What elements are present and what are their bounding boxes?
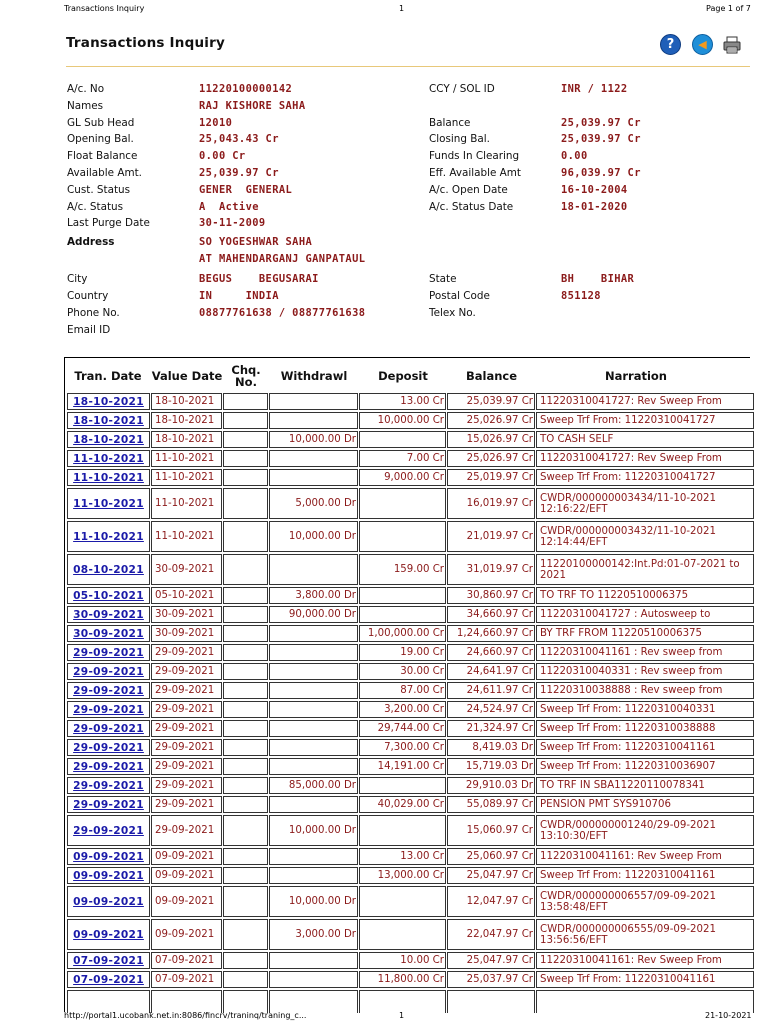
title-divider [66, 66, 750, 67]
table-cell: TO CASH SELF [536, 431, 754, 448]
table-cell [223, 521, 268, 552]
table-cell: PENSION PMT SYS910706 [536, 796, 754, 813]
table-cell: 15,026.97 Cr [447, 431, 535, 448]
email-label: Email ID [67, 324, 111, 336]
table-cell: 24,641.97 Cr [447, 663, 535, 680]
table-cell: 16,019.97 Cr [447, 488, 535, 519]
telex-label: Telex No. [429, 307, 476, 319]
table-cell [269, 796, 358, 813]
table-cell: 18-10-2021 [151, 412, 222, 429]
column-header: Chq. No. [231, 363, 261, 389]
print-footer-page: 1 [399, 1011, 405, 1020]
table-cell: CWDR/000000006557/09-09-2021 13:58:48/EFT [536, 886, 754, 917]
table-cell: 30-09-2021 [151, 554, 222, 585]
account-field-label: CCY / SOL ID [429, 83, 495, 95]
table-cell: 11-10-2021 [151, 488, 222, 519]
table-cell: 7,300.00 Cr [359, 739, 446, 756]
account-field-label: Last Purge Date [67, 217, 150, 230]
table-cell: 29-09-2021 [151, 682, 222, 699]
table-cell [269, 739, 358, 756]
table-row-empty [151, 990, 222, 1013]
table-cell: 11,800.00 Cr [359, 971, 446, 988]
table-cell: 07-09-2021 [151, 952, 222, 969]
tran-date-link[interactable]: 29-09-2021 [67, 663, 150, 680]
table-cell [269, 848, 358, 865]
table-cell [223, 469, 268, 486]
tran-date-link[interactable]: 11-10-2021 [67, 521, 150, 552]
table-cell: 10,000.00 Dr [269, 815, 358, 846]
account-field-label: A/c. Open Date [429, 183, 508, 196]
table-cell: CWDR/000000003434/11-10-2021 12:16:22/EFT [536, 488, 754, 519]
table-cell: 10,000.00 Dr [269, 521, 358, 552]
tran-date-link[interactable]: 09-09-2021 [67, 867, 150, 884]
table-cell [223, 867, 268, 884]
address-line-1: SO YOGESHWAR SAHA [199, 236, 313, 248]
table-cell: 30-09-2021 [151, 625, 222, 642]
table-cell: 24,524.97 Cr [447, 701, 535, 718]
table-cell [269, 625, 358, 642]
table-cell: 29-09-2021 [151, 796, 222, 813]
table-cell: 10,000.00 Cr [359, 412, 446, 429]
table-cell: 29-09-2021 [151, 663, 222, 680]
table-cell: 22,047.97 Cr [447, 919, 535, 950]
account-field-label: Eff. Available Amt [429, 167, 521, 179]
account-field-value: 25,039.97 Cr [561, 116, 641, 129]
table-cell: 11220310041727: Rev Sweep From [536, 393, 754, 410]
table-cell: 29-09-2021 [151, 739, 222, 756]
account-field-value: INR / 1122 [561, 83, 628, 95]
table-cell [223, 625, 268, 642]
table-cell [269, 952, 358, 969]
tran-date-link[interactable]: 29-09-2021 [67, 682, 150, 699]
print-header-page: 1 [399, 4, 405, 13]
table-cell: 09-09-2021 [151, 848, 222, 865]
table-cell: 29-09-2021 [151, 701, 222, 718]
table-cell [223, 777, 268, 794]
column-header: Tran. Date [74, 369, 142, 383]
postal-label: Postal Code [429, 290, 490, 302]
tran-date-link[interactable]: 30-09-2021 [67, 606, 150, 623]
table-row-empty [447, 990, 535, 1013]
city-label: City [67, 273, 88, 285]
table-cell [223, 952, 268, 969]
table-row-empty [359, 990, 446, 1013]
table-cell [223, 796, 268, 813]
table-cell: 29-09-2021 [151, 644, 222, 661]
table-cell: TO TRF IN SBA11220110078341 [536, 777, 754, 794]
tran-date-link[interactable]: 29-09-2021 [67, 815, 150, 846]
account-field-label: Funds In Clearing [429, 150, 520, 163]
table-cell: 3,000.00 Dr [269, 919, 358, 950]
account-field-label: Available Amt. [67, 167, 142, 179]
table-cell [223, 488, 268, 519]
table-cell: 25,047.97 Cr [447, 952, 535, 969]
table-cell: 12,047.97 Cr [447, 886, 535, 917]
table-cell: 13,000.00 Cr [359, 867, 446, 884]
tran-date-link[interactable]: 29-09-2021 [67, 720, 150, 737]
tran-date-link[interactable]: 07-09-2021 [67, 952, 150, 969]
table-cell: Sweep Trf From: 11220310041161 [536, 867, 754, 884]
state-label: State [429, 273, 457, 285]
tran-date-link[interactable]: 09-09-2021 [67, 919, 150, 950]
table-cell: Sweep Trf From: 11220310040331 [536, 701, 754, 718]
table-cell: 18-10-2021 [151, 431, 222, 448]
account-field-label: Float Balance [67, 150, 138, 163]
account-field-value: 25,039.97 Cr [561, 133, 641, 146]
table-cell: 8,419.03 Dr [447, 739, 535, 756]
country-label: Country [67, 290, 109, 302]
table-cell: 7.00 Cr [359, 450, 446, 467]
account-field-label: Names [67, 99, 104, 112]
table-cell [223, 393, 268, 410]
account-field-label: GL Sub Head [67, 116, 135, 129]
table-cell [359, 521, 446, 552]
print-header-pagecount: Page 1 of 7 [706, 4, 751, 13]
table-cell [223, 971, 268, 988]
table-cell: 11220310040331 : Rev sweep from [536, 663, 754, 680]
table-cell [269, 663, 358, 680]
table-cell: 11-10-2021 [151, 469, 222, 486]
print-icon[interactable] [722, 35, 742, 55]
table-cell: 25,039.97 Cr [447, 393, 535, 410]
tran-date-link[interactable]: 18-10-2021 [67, 393, 150, 410]
table-cell: 14,191.00 Cr [359, 758, 446, 775]
table-cell: 19.00 Cr [359, 644, 446, 661]
table-cell: 11-10-2021 [151, 450, 222, 467]
address-line-2: AT MAHENDARGANJ GANPATAUL [199, 253, 366, 265]
table-cell: Sweep Trf From: 11220310038888 [536, 720, 754, 737]
table-cell: 29-09-2021 [151, 758, 222, 775]
account-field-label: Closing Bal. [429, 133, 490, 146]
account-field-value: 18-01-2020 [561, 200, 628, 213]
back-icon[interactable]: ◀ [692, 34, 713, 55]
tran-date-link[interactable]: 29-09-2021 [67, 701, 150, 718]
tran-date-link[interactable]: 30-09-2021 [67, 625, 150, 642]
table-cell: 25,026.97 Cr [447, 450, 535, 467]
transactions-table [64, 357, 750, 1012]
table-cell: CWDR/000000006555/09-09-2021 13:56:56/EFT [536, 919, 754, 950]
table-cell [223, 758, 268, 775]
table-cell [269, 644, 358, 661]
table-cell: 10,000.00 Dr [269, 886, 358, 917]
table-cell [269, 867, 358, 884]
table-cell: 40,029.00 Cr [359, 796, 446, 813]
phone-value: 08877761638 / 08877761638 [199, 307, 366, 319]
account-field-label: A/c. Status [67, 200, 124, 213]
tran-date-link[interactable]: 29-09-2021 [67, 758, 150, 775]
table-row-empty [223, 990, 268, 1013]
table-cell: 90,000.00 Dr [269, 606, 358, 623]
table-cell: Sweep Trf From: 11220310036907 [536, 758, 754, 775]
tran-date-link[interactable]: 05-10-2021 [67, 587, 150, 604]
table-cell: CWDR/000000003432/11-10-2021 12:14:44/EFT [536, 521, 754, 552]
table-cell: 18-10-2021 [151, 393, 222, 410]
table-cell: 11220100000142:Int.Pd:01-07-2021 to 2021 [536, 554, 754, 585]
tran-date-link[interactable]: 08-10-2021 [67, 554, 150, 585]
tran-date-link[interactable]: 11-10-2021 [67, 488, 150, 519]
table-cell: 29-09-2021 [151, 720, 222, 737]
table-cell [223, 606, 268, 623]
table-cell: 30,860.97 Cr [447, 587, 535, 604]
table-cell [269, 758, 358, 775]
table-cell [269, 971, 358, 988]
table-row-empty [536, 990, 754, 1013]
table-cell: 25,047.97 Cr [447, 867, 535, 884]
table-cell: 11220310041161: Rev Sweep From [536, 848, 754, 865]
table-cell: 25,019.97 Cr [447, 469, 535, 486]
table-cell: 13.00 Cr [359, 848, 446, 865]
tran-date-link[interactable]: 09-09-2021 [67, 848, 150, 865]
column-header: Balance [465, 369, 518, 383]
account-field-value: 0.00 Cr [199, 150, 246, 163]
table-cell [223, 739, 268, 756]
table-cell [359, 587, 446, 604]
table-cell [269, 412, 358, 429]
table-cell [269, 469, 358, 486]
account-field-value: 16-10-2004 [561, 183, 628, 196]
table-cell: 29,910.03 Dr [447, 777, 535, 794]
tran-date-link[interactable]: 29-09-2021 [67, 796, 150, 813]
table-row-empty [269, 990, 358, 1013]
print-footer-date: 21-10-2021 [705, 1011, 752, 1020]
account-field-label: A/c. Status Date [429, 200, 514, 213]
table-cell [223, 815, 268, 846]
table-cell [223, 701, 268, 718]
table-cell [359, 431, 446, 448]
table-cell: 05-10-2021 [151, 587, 222, 604]
state-value: BH BIHAR [561, 273, 635, 285]
city-value: BEGUS BEGUSARAI [199, 273, 319, 285]
table-cell [223, 682, 268, 699]
table-cell: CWDR/000000001240/29-09-2021 13:10:30/EFT [536, 815, 754, 846]
account-field-value: 30-11-2009 [199, 217, 266, 230]
column-header: Withdrawl [280, 369, 348, 383]
column-header: Narration [604, 369, 667, 383]
table-cell: 07-09-2021 [151, 971, 222, 988]
table-cell [223, 663, 268, 680]
tran-date-link[interactable]: 18-10-2021 [67, 412, 150, 429]
account-field-value: GENER GENERAL [199, 183, 293, 196]
table-cell: 25,026.97 Cr [447, 412, 535, 429]
table-cell: 15,060.97 Cr [447, 815, 535, 846]
postal-value: 851128 [561, 290, 601, 302]
table-cell [223, 886, 268, 917]
table-cell: TO TRF TO 11220510006375 [536, 587, 754, 604]
account-field-value: 11220100000142 [199, 83, 293, 95]
table-cell: 30-09-2021 [151, 606, 222, 623]
table-cell [269, 554, 358, 585]
account-field-value: 12010 [199, 116, 233, 129]
table-cell: 13.00 Cr [359, 393, 446, 410]
table-cell [269, 720, 358, 737]
table-cell [359, 886, 446, 917]
table-cell: 11220310041727 : Autosweep to [536, 606, 754, 623]
table-cell: 34,660.97 Cr [447, 606, 535, 623]
table-cell: 1,24,660.97 Cr [447, 625, 535, 642]
table-cell: 09-09-2021 [151, 919, 222, 950]
table-cell [359, 815, 446, 846]
account-field-label: Cust. Status [67, 183, 131, 196]
column-header: Value Date [151, 369, 223, 383]
tran-date-link[interactable]: 11-10-2021 [67, 469, 150, 486]
account-field-value: 96,039.97 Cr [561, 167, 641, 179]
table-row-empty [67, 990, 150, 1013]
table-cell: 11220310041727: Rev Sweep From [536, 450, 754, 467]
table-cell [223, 848, 268, 865]
table-cell: 15,719.03 Dr [447, 758, 535, 775]
table-cell [223, 412, 268, 429]
print-header-title: Transactions Inquiry [64, 4, 145, 13]
tran-date-link[interactable]: 29-09-2021 [67, 777, 150, 794]
table-cell: 21,019.97 Cr [447, 521, 535, 552]
table-cell [223, 587, 268, 604]
table-cell: 159.00 Cr [359, 554, 446, 585]
table-cell: Sweep Trf From: 11220310041727 [536, 412, 754, 429]
table-cell: 3,200.00 Cr [359, 701, 446, 718]
table-cell: 11220310038888 : Rev sweep from [536, 682, 754, 699]
table-cell: Sweep Trf From: 11220310041161 [536, 739, 754, 756]
table-cell: 29-09-2021 [151, 815, 222, 846]
account-field-label: Opening Bal. [67, 133, 134, 146]
table-cell [223, 431, 268, 448]
table-cell [359, 606, 446, 623]
table-cell: 10.00 Cr [359, 952, 446, 969]
table-cell [269, 393, 358, 410]
table-cell: 29,744.00 Cr [359, 720, 446, 737]
print-footer-url: http://portal1.ucobank.net.in:8086/fincrv/traninq/traning_c... [64, 1011, 307, 1020]
table-cell [223, 554, 268, 585]
account-field-value: 25,043.43 Cr [199, 133, 279, 146]
account-field-label: Balance [429, 116, 471, 129]
table-cell: 85,000.00 Dr [269, 777, 358, 794]
table-cell [223, 450, 268, 467]
table-cell: Sweep Trf From: 11220310041727 [536, 469, 754, 486]
help-icon[interactable]: ? [660, 34, 681, 55]
tran-date-link[interactable]: 09-09-2021 [67, 886, 150, 917]
table-cell [223, 720, 268, 737]
table-cell [359, 919, 446, 950]
table-cell [223, 919, 268, 950]
table-cell: 55,089.97 Cr [447, 796, 535, 813]
account-field-value: A Active [199, 200, 259, 213]
table-cell: 24,660.97 Cr [447, 644, 535, 661]
table-cell [223, 644, 268, 661]
table-cell: 21,324.97 Cr [447, 720, 535, 737]
table-cell: 09-09-2021 [151, 886, 222, 917]
country-value: IN INDIA [199, 290, 279, 302]
tran-date-link[interactable]: 29-09-2021 [67, 739, 150, 756]
account-field-value: RAJ KISHORE SAHA [199, 99, 306, 112]
table-cell: 10,000.00 Dr [269, 431, 358, 448]
page-title: Transactions Inquiry [66, 35, 225, 51]
table-cell: 11-10-2021 [151, 521, 222, 552]
table-cell: 09-09-2021 [151, 867, 222, 884]
table-cell: 87.00 Cr [359, 682, 446, 699]
table-cell: 30.00 Cr [359, 663, 446, 680]
table-cell: 11220310041161: Rev Sweep From [536, 952, 754, 969]
table-cell: 5,000.00 Dr [269, 488, 358, 519]
table-cell [359, 488, 446, 519]
table-cell [269, 701, 358, 718]
tran-date-link[interactable]: 29-09-2021 [67, 644, 150, 661]
account-field-label: A/c. No [67, 83, 105, 95]
table-cell: 11220310041161 : Rev sweep from [536, 644, 754, 661]
table-cell: 25,037.97 Cr [447, 971, 535, 988]
table-cell [359, 777, 446, 794]
table-cell: BY TRF FROM 11220510006375 [536, 625, 754, 642]
phone-label: Phone No. [67, 307, 120, 319]
table-cell: 9,000.00 Cr [359, 469, 446, 486]
tran-date-link[interactable]: 07-09-2021 [67, 971, 150, 988]
table-cell: 24,611.97 Cr [447, 682, 535, 699]
tran-date-link[interactable]: 11-10-2021 [67, 450, 150, 467]
table-cell: 3,800.00 Dr [269, 587, 358, 604]
table-cell: 29-09-2021 [151, 777, 222, 794]
table-cell [269, 450, 358, 467]
table-cell: 1,00,000.00 Cr [359, 625, 446, 642]
account-field-value: 0.00 [561, 150, 588, 163]
table-cell: 31,019.97 Cr [447, 554, 535, 585]
address-label: Address [67, 236, 115, 248]
column-header: Deposit [378, 369, 428, 383]
tran-date-link[interactable]: 18-10-2021 [67, 431, 150, 448]
table-cell: 25,060.97 Cr [447, 848, 535, 865]
account-field-value: 25,039.97 Cr [199, 167, 279, 179]
table-cell: Sweep Trf From: 11220310041161 [536, 971, 754, 988]
table-cell [269, 682, 358, 699]
